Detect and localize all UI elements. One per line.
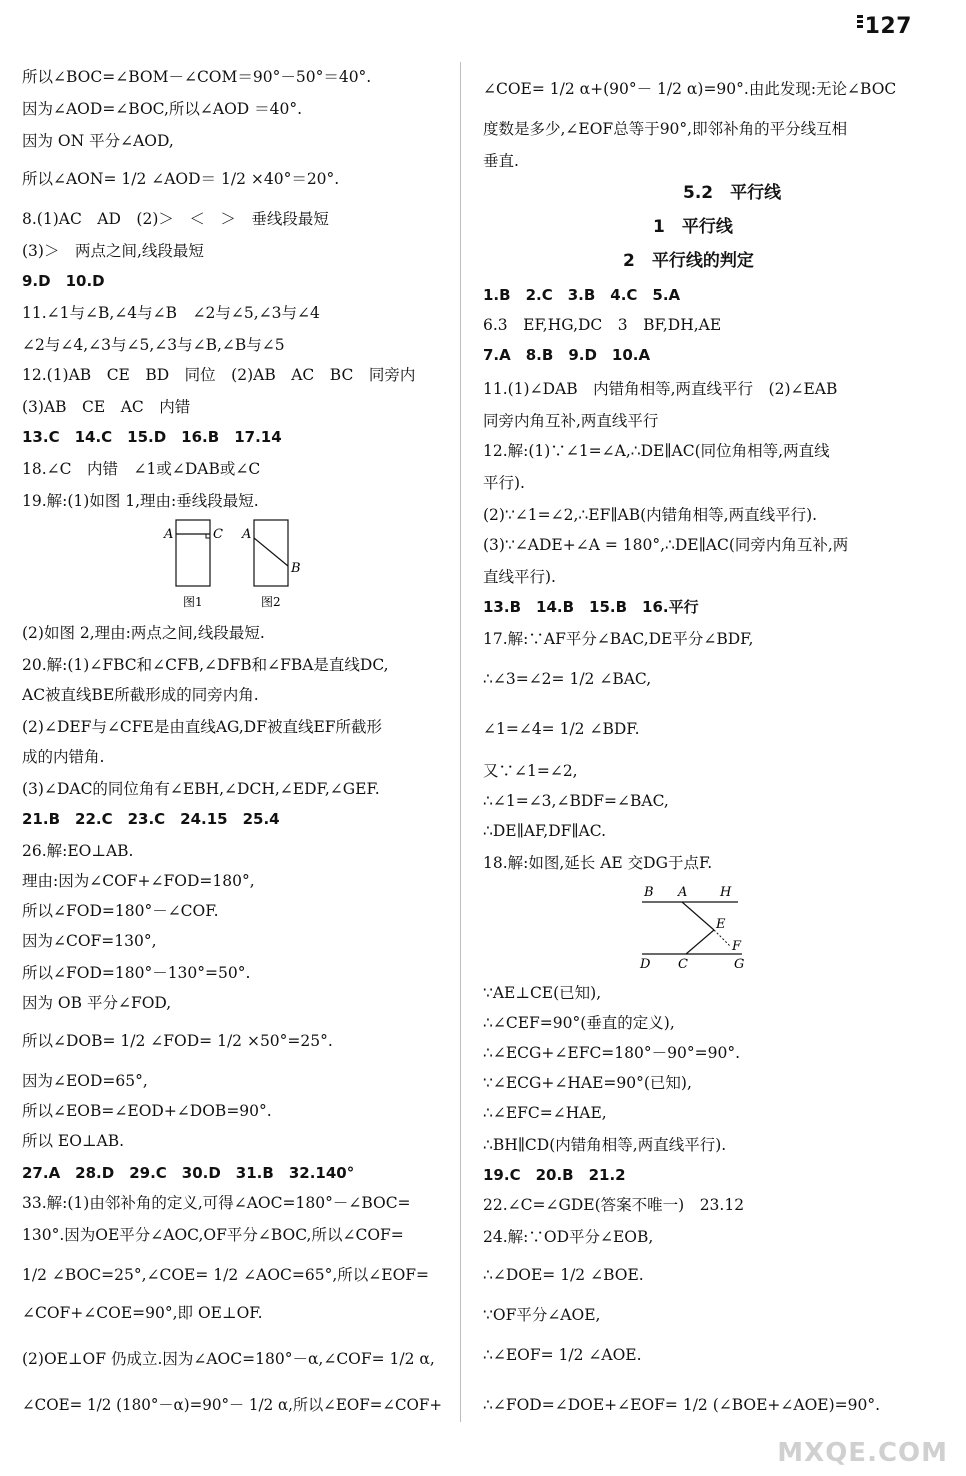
answer-line: 垂直. <box>483 152 519 170</box>
fig18-label: G <box>734 957 745 972</box>
answer-line: ∵OF平分∠AOE, <box>483 1306 601 1324</box>
answer-line: 因为 OB 平分∠FOD, <box>22 994 172 1012</box>
answer-line: 又∵∠1=∠2, <box>483 762 578 780</box>
answer-line: 33.解:(1)由邻补角的定义,可得∠AOC=180°－∠BOC= <box>22 1194 411 1212</box>
figure-18 <box>634 880 764 972</box>
fig18-label: A <box>678 885 688 900</box>
answer-line: ∴∠ECG+∠EFC=180°－90°=90°. <box>483 1044 740 1062</box>
answer-line: ∴∠1=∠3,∠BDF=∠BAC, <box>483 792 669 810</box>
answer-line: (2)∠DEF与∠CFE是由直线AG,DF被直线EF所截形 <box>22 718 383 736</box>
answer-line: (2)∵∠1=∠2,∴EF∥AB(内错角相等,两直线平行). <box>483 506 818 524</box>
answer-line: ∵AE⊥CE(已知), <box>483 984 602 1002</box>
fig18-label: B <box>644 885 654 900</box>
section-heading: 1 平行线 <box>653 217 733 237</box>
answer-line: 所以∠FOD=180°－∠COF. <box>22 902 219 920</box>
answer-line: ∴∠EFC=∠HAE, <box>483 1104 607 1122</box>
answer-line: 1.B 2.C 3.B 4.C 5.A <box>483 286 681 304</box>
answer-line: 8.(1)AC AD (2)＞ ＜ ＞ 垂线段最短 <box>22 210 329 228</box>
answer-line: 同旁内角互补,两直线平行 <box>483 412 659 430</box>
answer-line: AC被直线BE所截形成的同旁内角. <box>22 686 259 704</box>
answer-line: 17.解:∵AF平分∠BAC,DE平分∠BDF, <box>483 630 754 648</box>
answer-line: 130°.因为OE平分∠AOC,OF平分∠BOC,所以∠COF= <box>22 1226 404 1244</box>
answer-line: 26.解:EO⊥AB. <box>22 842 134 860</box>
answer-line: (3)∵∠ADE+∠A = 180°,∴DE∥AC(同旁内角互补,两 <box>483 536 849 554</box>
answer-line: 直线平行). <box>483 568 556 586</box>
answer-line: 因为 ON 平分∠AOD, <box>22 132 174 150</box>
fig19-caption: 图2 <box>261 595 281 609</box>
answer-line: ∵∠ECG+∠HAE=90°(已知), <box>483 1074 692 1092</box>
answer-line: ∴∠3=∠2= 1/2 ∠BAC, <box>483 670 652 688</box>
answer-line: (3)AB CE AC 内错 <box>22 398 191 416</box>
answer-line: ∴∠EOF= 1/2 ∠AOE. <box>483 1346 642 1364</box>
column-divider <box>460 62 461 1422</box>
answer-line: 所以 EO⊥AB. <box>22 1132 125 1150</box>
fig18-label: E <box>716 917 726 932</box>
answer-line: 13.B 14.B 15.B 16.平行 <box>483 598 699 616</box>
answer-line: ∴∠CEF=90°(垂直的定义), <box>483 1014 675 1032</box>
answer-line: ∠COE= 1/2 (180°－α)=90°－ 1/2 α,所以∠EOF=∠COF+ <box>22 1396 443 1414</box>
answer-line: 18.解:如图,延长 AE 交DG于点F. <box>483 854 713 872</box>
answer-line: ∠1=∠4= 1/2 ∠BDF. <box>483 720 640 738</box>
fig19-label: B <box>291 561 301 576</box>
fig19-caption: 图1 <box>183 595 203 609</box>
answer-line: 度数是多少,∠EOF总等于90°,即邻补角的平分线互相 <box>483 120 848 138</box>
answer-line: 20.解:(1)∠FBC和∠CFB,∠DFB和∠FBA是直线DC, <box>22 656 389 674</box>
figure-19 <box>150 514 320 614</box>
figure-1-rect <box>176 520 210 586</box>
answer-line: 9.D 10.D <box>22 272 105 290</box>
answer-line: ∴∠DOE= 1/2 ∠BOE. <box>483 1266 644 1284</box>
answer-line: 成的内错角. <box>22 748 105 766</box>
fig19-label: A <box>164 527 174 542</box>
answer-line: (2)如图 2,理由:两点之间,线段最短. <box>22 624 265 642</box>
answer-line: 所以∠FOD=180°－130°=50°. <box>22 964 251 982</box>
fig18-label: D <box>640 957 651 972</box>
answer-line: ∠COF+∠COE=90°,即 OE⊥OF. <box>22 1304 263 1322</box>
answer-line: 24.解:∵OD平分∠EOB, <box>483 1228 654 1246</box>
figure-2-rect <box>254 520 288 586</box>
answer-line: ∠2与∠4,∠3与∠5,∠3与∠B,∠B与∠5 <box>22 336 285 354</box>
answer-line: 因为∠AOD=∠BOC,所以∠AOD ＝40°. <box>22 100 303 118</box>
answer-line: 22.∠C=∠GDE(答案不唯一) 23.12 <box>483 1196 745 1214</box>
answer-line: 12.解:(1)∵∠1=∠A,∴DE∥AC(同位角相等,两直线 <box>483 442 830 460</box>
section-heading: 5.2 平行线 <box>683 183 782 203</box>
answer-line: ∠COE= 1/2 α+(90°－ 1/2 α)=90°.由此发现:无论∠BOC <box>483 80 897 98</box>
answer-line: 13.C 14.C 15.D 16.B 17.14 <box>22 428 282 446</box>
answer-line: 平行). <box>483 474 525 492</box>
answer-line: 理由:因为∠COF+∠FOD=180°, <box>22 872 255 890</box>
page-number: 127 <box>857 14 912 39</box>
answer-line: ∴∠FOD=∠DOE+∠EOF= 1/2 (∠BOE+∠AOE)=90°. <box>483 1396 881 1414</box>
answer-line: 1/2 ∠BOC=25°,∠COE= 1/2 ∠AOC=65°,所以∠EOF= <box>22 1266 430 1284</box>
answer-line: 11.(1)∠DAB 内错角相等,两直线平行 (2)∠EAB <box>483 380 838 398</box>
fig18-label: C <box>678 957 688 972</box>
answer-line: 因为∠COF=130°, <box>22 932 157 950</box>
answer-line: 19.解:(1)如图 1,理由:垂线段最短. <box>22 492 259 510</box>
answer-line: 21.B 22.C 23.C 24.15 25.4 <box>22 810 280 828</box>
answer-line: 所以∠EOB=∠EOD+∠DOB=90°. <box>22 1102 272 1120</box>
answer-line: 6.3 EF,HG,DC 3 BF,DH,AE <box>483 316 722 334</box>
fig18-label: H <box>720 885 732 900</box>
answer-line: 27.A 28.D 29.C 30.D 31.B 32.140° <box>22 1164 355 1182</box>
section-heading: 2 平行线的判定 <box>623 251 754 271</box>
answer-line: 18.∠C 内错 ∠1或∠DAB或∠C <box>22 460 261 478</box>
fig19-label: C <box>213 527 223 542</box>
fig19-label: A <box>242 527 252 542</box>
answer-line: (3)＞ 两点之间,线段最短 <box>22 242 204 260</box>
answer-line: (2)OE⊥OF 仍成立.因为∠AOC=180°－α,∠COF= 1/2 α, <box>22 1350 435 1368</box>
answer-line: ∴DE∥AF,DF∥AC. <box>483 822 606 840</box>
answer-line: (3)∠DAC的同位角有∠EBH,∠DCH,∠EDF,∠GEF. <box>22 780 380 798</box>
page-marker-icon <box>857 15 863 30</box>
answer-line: 7.A 8.B 9.D 10.A <box>483 346 651 364</box>
answer-line: 所以∠AON= 1/2 ∠AOD＝ 1/2 ×40°＝20°. <box>22 170 340 188</box>
answer-line: 因为∠EOD=65°, <box>22 1072 148 1090</box>
answer-line: 所以∠BOC=∠BOM－∠COM＝90°－50°＝40°. <box>22 68 372 86</box>
watermark: MXQE.COM <box>777 1438 948 1468</box>
answer-line: 19.C 20.B 21.2 <box>483 1166 626 1184</box>
answer-line: ∴BH∥CD(内错角相等,两直线平行). <box>483 1136 727 1154</box>
answer-line: 12.(1)AB CE BD 同位 (2)AB AC BC 同旁内 <box>22 366 416 384</box>
answer-line: 所以∠DOB= 1/2 ∠FOD= 1/2 ×50°=25°. <box>22 1032 333 1050</box>
answer-line: 11.∠1与∠B,∠4与∠B ∠2与∠5,∠3与∠4 <box>22 304 320 322</box>
fig18-label: F <box>732 939 742 954</box>
